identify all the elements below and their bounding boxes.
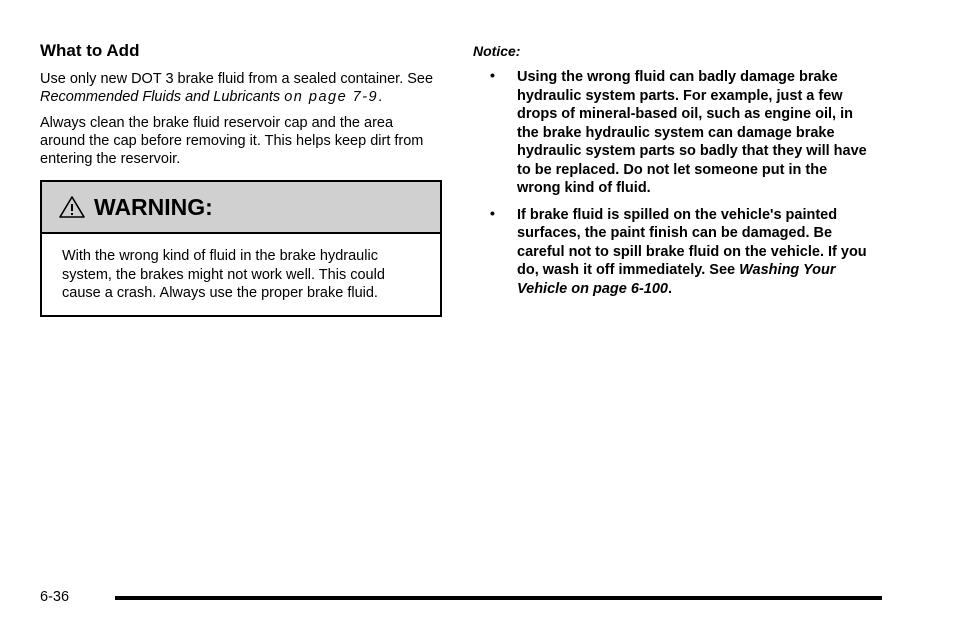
paragraph-fluid-type bbox=[40, 70, 442, 106]
footer-divider bbox=[115, 596, 882, 600]
paragraph-text: Use only new DOT 3 brake fluid from a sealed container. See bbox=[40, 71, 434, 87]
bullet-icon: • bbox=[490, 204, 495, 221]
section-heading: What to Add bbox=[40, 41, 140, 60]
paragraph-end: . bbox=[378, 89, 383, 105]
notice-label: Notice: bbox=[473, 43, 521, 59]
cross-reference-link[interactable]: Recommended Fluids and Lubricants bbox=[40, 89, 281, 105]
warning-header bbox=[42, 182, 440, 234]
warning-title: WARNING: bbox=[94, 193, 213, 220]
list-item bbox=[473, 206, 868, 299]
paragraph-clean-cap: Always clean the brake fluid reservoir cap and the area around the cap before removing it. This helps keep dirt from entering the reservoir. bbox=[40, 115, 424, 167]
warning-triangle-icon bbox=[58, 195, 86, 219]
notice-list bbox=[473, 68, 868, 298]
bullet-icon: • bbox=[490, 67, 495, 83]
cross-reference-page[interactable]: on page 7-9 bbox=[284, 89, 379, 105]
bullet-end: . bbox=[667, 280, 672, 297]
warning-body: With the wrong kind of fluid in the brake hydraulic system, the brakes might not work well. This could cause a crash. Always use the proper brake fluid. bbox=[62, 248, 385, 301]
right-column bbox=[473, 42, 868, 306]
warning-box bbox=[40, 180, 442, 317]
left-column bbox=[40, 40, 442, 317]
bullet-text: If brake fluid is spilled on the vehicle's painted surfaces, the paint finish can be damaged. Be careful not to spill brake fluid on the vehicle. If you do, wash it off immediately. See bbox=[517, 206, 867, 278]
page-number: 6-36 bbox=[40, 589, 70, 605]
cross-reference-link[interactable]: Washing Your Vehicle on page 6-100 bbox=[517, 262, 836, 297]
list-item bbox=[473, 68, 868, 198]
bullet-text: Using the wrong fluid can badly damage brake hydraulic system parts. For example, just a few drops of mineral-based oil, such as engine oil, in the brake hydraulic system can damage brake hydraulic system parts so badly that they will have to be replaced. Do not let someone put in the wrong kind of fluid. bbox=[517, 69, 867, 196]
